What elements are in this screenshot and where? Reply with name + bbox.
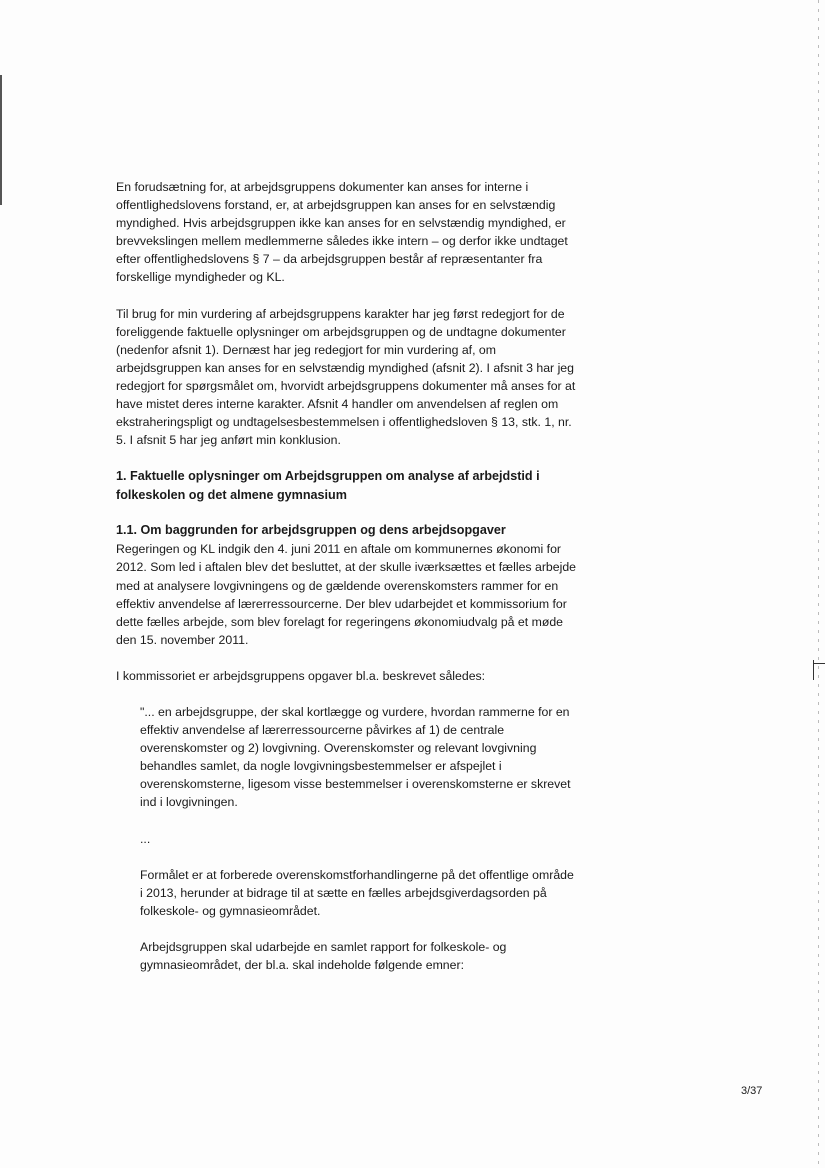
section-1-1-heading: 1.1. Om baggrunden for arbejdsgruppen og dens arbejdsopgaver: [116, 523, 506, 538]
page-number: 3/37: [741, 1085, 763, 1097]
paragraph-1: En forudsætning for, at arbejdsgruppens dokumenter kan anses for interne i offentlighedslovens forstand, er, at arbejdsgruppen kan anses for en selvstændig myndighed. Hvis arbejdsgruppen ikke kan anses for en selvstændig myndighed, er brevvekslingen mellem medlemmerne således ikke intern – og derfor ikke undtaget efter offentlighedslovens § 7 – da arbejdsgruppen består af repræsentanter fra forskellige myndigheder og KL.: [116, 180, 568, 285]
quote-paragraph-2: Formålet er at forberede overenskomstforhandlingerne på det offentlige område i 2013, herunder at bidrage til at sætte en fælles arbejdsgiverdagsorden på folkeskole- og gymnasieområdet.: [140, 867, 574, 918]
section-1-1-text: Regeringen og KL indgik den 4. juni 2011 en aftale om kommunernes økonomi for 2012. Som led i aftalen blev det besluttet, at der skulle iværksættes et fælles arbejde med at analysere lovgivningens og de gældende overenskomsters rammer for en effektiv anvendelse af lærerressourcerne. Der blev udarbejdet et kommissorium for dette fælles arbejde, som blev forelagt for regeringens økonomiudvalg på et møde den 15. november 2011.: [116, 542, 577, 647]
section-1-heading: 1. Faktuelle oplysninger om Arbejdsgruppen om analyse af arbejdstid i folkeskolen og det almene gymnasium: [116, 469, 540, 503]
scan-tick-mark: [813, 663, 825, 664]
paragraph-2: Til brug for min vurdering af arbejdsgruppens karakter har jeg først redegjort for de foreliggende faktuelle oplysninger om arbejdsgruppen og de undtagne dokumenter (nedenfor afsnit 1). Dernæst har jeg redegjort for min vurdering af, om arbejdsgruppen kan anses for en selvstændig myndighed (afsnit 2). I afsnit 3 har jeg redegjort for spørgsmålet om, hvorvidt arbejdsgruppens dokumenter må anses for at have mistet deres interne karakter. Afsnit 4 handler om anvendelsen af reglen om ekstraheringspligt og undtagelsesbestemmelsen i offentlighedsloven § 13, stk. 1, nr. 5. I afsnit 5 har jeg anført min konklusion.: [116, 306, 576, 448]
scan-edge-mark: [0, 75, 2, 205]
quote-intro: I kommissoriet er arbejdsgruppens opgaver bl.a. beskrevet således:: [116, 668, 486, 683]
scan-edge-dotted-line: [818, 0, 819, 1168]
quote-paragraph-3: Arbejdsgruppen skal udarbejde en samlet rapport for folkeskole- og gymnasieområdet, der bl.a. skal indeholde følgende emner:: [140, 939, 507, 972]
scan-tick-mark-vertical: [813, 660, 814, 680]
block-quote: [140, 703, 576, 974]
quote-paragraph-1: "... en arbejdsgruppe, der skal kortlægge og vurdere, hvordan rammerne for en effektiv anvendelse af lærerressourcerne påvirkes af 1) de centrale overenskomster og 2) lovgivning. Overenskomster og relevant lovgivning behandles samlet, da nogle lovgivningsbestemmelser er afspejlet i overenskomsterne, ligesom visse bestemmelser i overenskomsterne er skrevet ind i lovgivningen.: [140, 704, 571, 810]
quote-ellipsis: ...: [140, 831, 151, 846]
document-body: [116, 178, 576, 992]
